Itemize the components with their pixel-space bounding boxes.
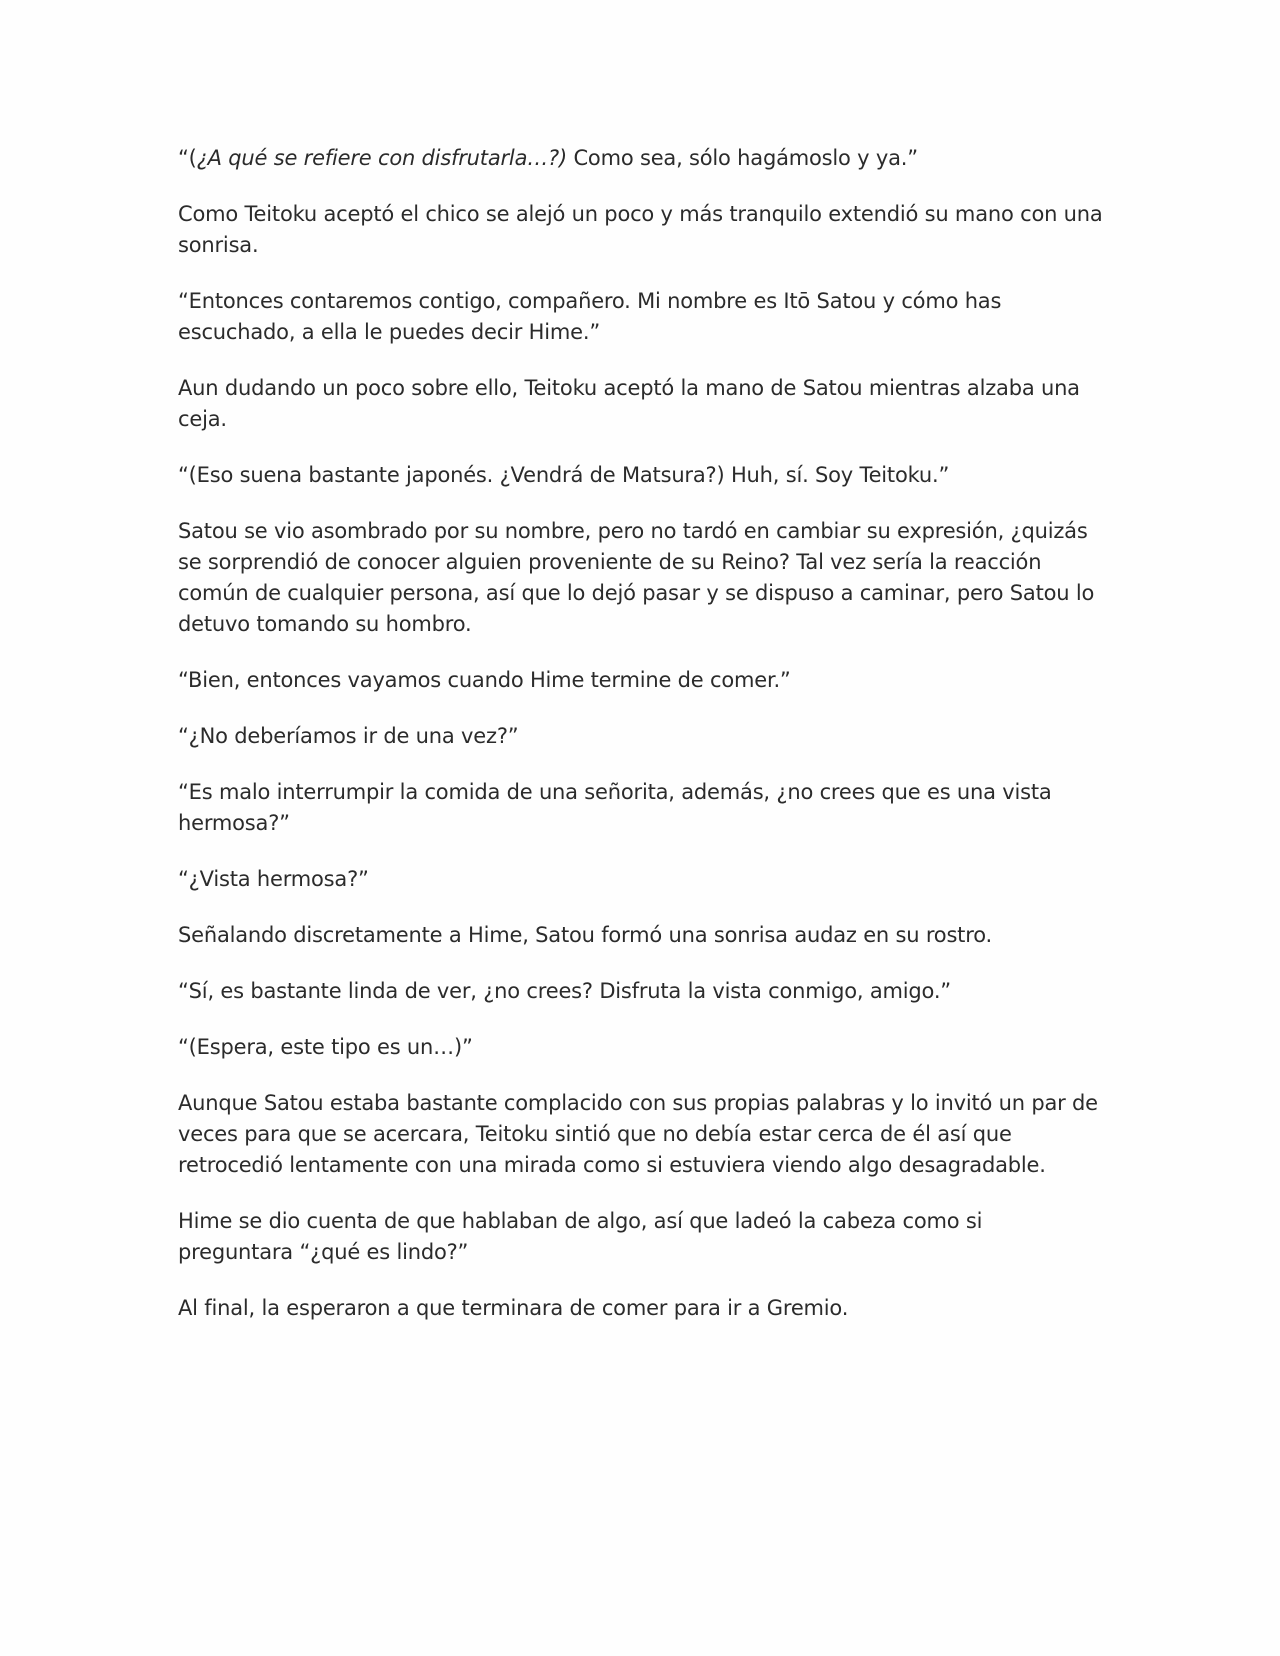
paragraph-6: Satou se vio asombrado por su nombre, pero no tardó en cambiar su expresión, ¿quizás se sorprendió de conocer alguien proveniente de su Reino? Tal vez sería la reacción común de cualquier persona, así que lo dejó pasar y se dispuso a caminar, pero Satou lo detuvo tomando su hombro.: [178, 519, 1095, 636]
paragraph-1-italic-thought: ¿A qué se refiere con disfrutarla…?): [196, 146, 567, 170]
paragraph-5: “(Eso suena bastante japonés. ¿Vendrá de Matsura?) Huh, sí. Soy Teitoku.”: [178, 463, 950, 487]
paragraph-11: Señalando discretamente a Hime, Satou formó una sonrisa audaz en su rostro.: [178, 923, 992, 947]
document-body: [178, 143, 1103, 1349]
paragraph-1: [178, 143, 1103, 174]
paragraph-1-rest: Como sea, sólo hagámoslo y ya.”: [566, 146, 918, 170]
paragraph-14: Aunque Satou estaba bastante complacido con sus propias palabras y lo invitó un par de veces para que se acercara, Teitoku sintió que no debía estar cerca de él así que retrocedió lentamente con una mirada como si estuviera viendo algo desagradable.: [178, 1091, 1098, 1177]
paragraph-16: Al final, la esperaron a que terminara de comer para ir a Gremio.: [178, 1296, 849, 1320]
paragraph-3: “Entonces contaremos contigo, compañero. Mi nombre es Itō Satou y cómo has escuchado, a ella le puedes decir Hime.”: [178, 289, 1002, 344]
paragraph-10: “¿Vista hermosa?”: [178, 867, 369, 891]
paragraph-1-open-quote: “(: [178, 146, 197, 170]
paragraph-2: Como Teitoku aceptó el chico se alejó un poco y más tranquilo extendió su mano con una sonrisa.: [178, 202, 1103, 257]
paragraph-13: “(Espera, este tipo es un…)”: [178, 1035, 473, 1059]
paragraph-12: “Sí, es bastante linda de ver, ¿no crees? Disfruta la vista conmigo, amigo.”: [178, 979, 951, 1003]
paragraph-9: “Es malo interrumpir la comida de una señorita, además, ¿no crees que es una vista hermosa?”: [178, 780, 1052, 835]
paragraph-15: Hime se dio cuenta de que hablaban de algo, así que ladeó la cabeza como si preguntara “¿qué es lindo?”: [178, 1209, 983, 1264]
paragraph-8: “¿No deberíamos ir de una vez?”: [178, 724, 519, 748]
paragraph-4: Aun dudando un poco sobre ello, Teitoku aceptó la mano de Satou mientras alzaba una ceja.: [178, 376, 1080, 431]
paragraph-7: “Bien, entonces vayamos cuando Hime termine de comer.”: [178, 668, 791, 692]
